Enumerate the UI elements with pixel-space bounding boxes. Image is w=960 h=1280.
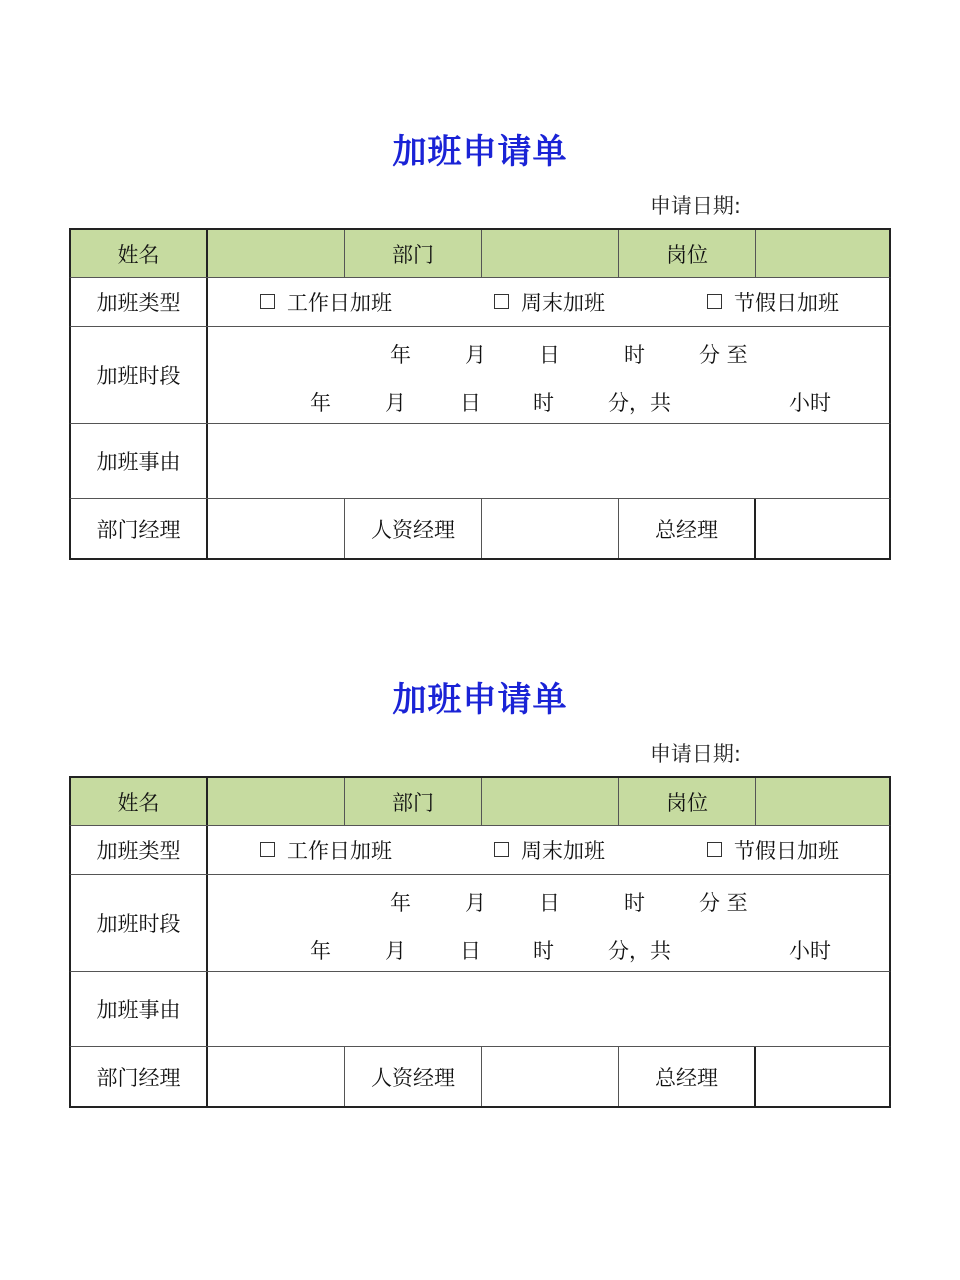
overtime-period-field[interactable] <box>208 327 889 423</box>
checkbox-icon[interactable] <box>707 842 722 857</box>
general-manager-field[interactable] <box>756 1047 889 1106</box>
minute-to-text: 分 至 <box>699 891 748 915</box>
department-field[interactable] <box>482 778 619 825</box>
overtime-reason-label: 加班事由 <box>71 424 208 498</box>
name-label: 姓名 <box>71 778 208 825</box>
month-text: 月 <box>385 391 406 415</box>
hour-text: 时 <box>624 343 645 367</box>
dept-manager-field[interactable] <box>208 499 345 558</box>
hours-text: 小时 <box>789 939 831 963</box>
hr-manager-field[interactable] <box>482 1047 619 1106</box>
holiday-option[interactable]: 节假日加班 <box>707 287 839 317</box>
overtime-type-label: 加班类型 <box>71 278 208 326</box>
dept-manager-label: 部门经理 <box>71 499 208 558</box>
hour-text: 时 <box>533 939 554 963</box>
checkbox-icon[interactable] <box>494 294 509 309</box>
year-text: 年 <box>390 891 411 915</box>
department-label: 部门 <box>345 778 482 825</box>
weekday-option[interactable]: 工作日加班 <box>260 835 392 865</box>
overtime-period-row <box>69 875 891 972</box>
position-field[interactable] <box>756 230 889 277</box>
department-label: 部门 <box>345 230 482 277</box>
year-text: 年 <box>310 391 331 415</box>
signature-row <box>69 1047 891 1108</box>
position-label: 岗位 <box>619 778 756 825</box>
month-text: 月 <box>465 891 486 915</box>
application-date-label: 申请日期: <box>649 742 741 766</box>
hr-manager-field[interactable] <box>482 499 619 558</box>
overtime-reason-field[interactable] <box>208 424 889 498</box>
dept-manager-label: 部门经理 <box>71 1047 208 1106</box>
header-row <box>69 228 891 278</box>
month-text: 月 <box>465 343 486 367</box>
minute-total-text: 分，共 <box>608 939 671 963</box>
minute-total-text: 分，共 <box>608 391 671 415</box>
checkbox-icon[interactable] <box>494 842 509 857</box>
checkbox-icon[interactable] <box>260 842 275 857</box>
hour-text: 时 <box>533 391 554 415</box>
general-manager-field[interactable] <box>756 499 889 558</box>
weekend-option[interactable]: 周末加班 <box>494 835 605 865</box>
checkbox-icon[interactable] <box>260 294 275 309</box>
day-text: 日 <box>460 391 481 415</box>
name-field[interactable] <box>208 230 345 277</box>
name-field[interactable] <box>208 778 345 825</box>
dept-manager-field[interactable] <box>208 1047 345 1106</box>
hr-manager-label: 人资经理 <box>345 499 482 558</box>
hours-text: 小时 <box>789 391 831 415</box>
overtime-period-row <box>69 327 891 424</box>
department-field[interactable] <box>482 230 619 277</box>
day-text: 日 <box>539 343 560 367</box>
form-title: 加班申请单 <box>392 680 568 720</box>
general-manager-label: 总经理 <box>619 499 756 558</box>
form-title: 加班申请单 <box>392 132 568 172</box>
form-table <box>69 776 891 1108</box>
hr-manager-label: 人资经理 <box>345 1047 482 1106</box>
hour-text: 时 <box>624 891 645 915</box>
general-manager-label: 总经理 <box>619 1047 756 1106</box>
overtime-type-options <box>208 278 889 326</box>
header-row <box>69 776 891 826</box>
holiday-option[interactable]: 节假日加班 <box>707 835 839 865</box>
overtime-period-label: 加班时段 <box>71 327 208 423</box>
position-label: 岗位 <box>619 230 756 277</box>
form-table <box>69 228 891 560</box>
overtime-reason-label: 加班事由 <box>71 972 208 1046</box>
application-date-label: 申请日期: <box>649 194 741 218</box>
year-text: 年 <box>310 939 331 963</box>
overtime-reason-row <box>69 972 891 1047</box>
weekday-option[interactable]: 工作日加班 <box>260 287 392 317</box>
overtime-period-field[interactable] <box>208 875 889 971</box>
minute-to-text: 分 至 <box>699 343 748 367</box>
overtime-type-options <box>208 826 889 874</box>
overtime-reason-row <box>69 424 891 499</box>
overtime-type-row <box>69 826 891 875</box>
month-text: 月 <box>385 939 406 963</box>
day-text: 日 <box>460 939 481 963</box>
overtime-type-label: 加班类型 <box>71 826 208 874</box>
day-text: 日 <box>539 891 560 915</box>
year-text: 年 <box>390 343 411 367</box>
overtime-period-label: 加班时段 <box>71 875 208 971</box>
position-field[interactable] <box>756 778 889 825</box>
overtime-reason-field[interactable] <box>208 972 889 1046</box>
overtime-type-row <box>69 278 891 327</box>
checkbox-icon[interactable] <box>707 294 722 309</box>
weekend-option[interactable]: 周末加班 <box>494 287 605 317</box>
signature-row <box>69 499 891 560</box>
name-label: 姓名 <box>71 230 208 277</box>
